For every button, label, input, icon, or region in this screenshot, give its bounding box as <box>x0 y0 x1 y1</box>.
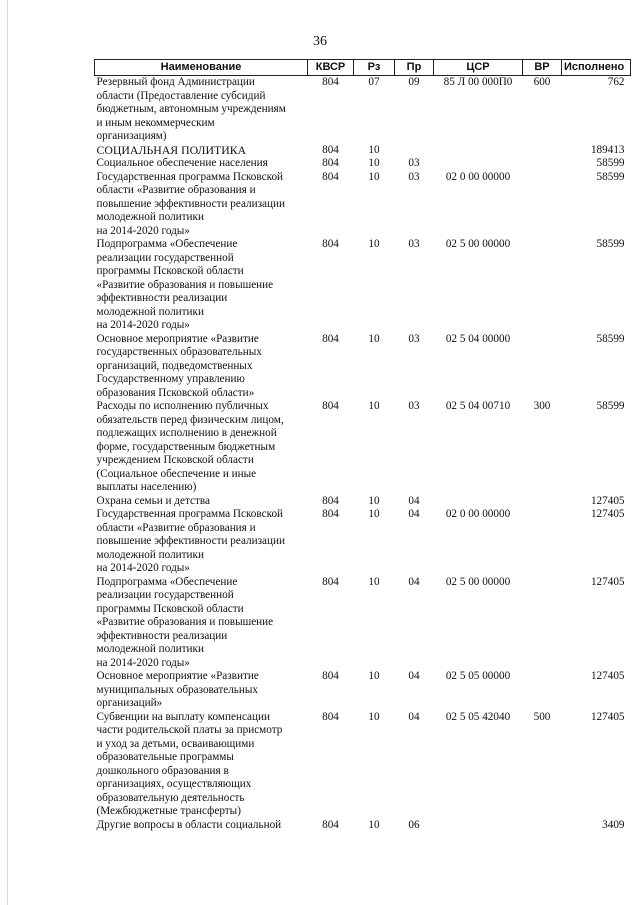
cell-rz-text: 07 <box>368 76 380 88</box>
cell-kvsr-text: 804 <box>322 818 339 831</box>
cell-kvsr-text: 804 <box>322 670 339 682</box>
cell-rz <box>354 508 395 576</box>
table-row <box>95 171 631 239</box>
cell-vr <box>523 670 562 711</box>
cell-pr-text: 03 <box>408 170 420 183</box>
cell-csr-text: 02 5 00 00000 <box>445 238 511 250</box>
table-row <box>95 508 631 576</box>
cell-name-text: Подпрограмма «Обеспечение реализации государственной программы Псковской области «Развитие образования и повышение эффективности реализации молодежной политики на 2014-2020 годы» <box>96 575 274 669</box>
cell-pr <box>395 157 434 171</box>
cell-csr <box>434 144 523 158</box>
cell-kvsr <box>308 819 354 833</box>
cell-csr-text: 02 5 05 00000 <box>445 670 511 682</box>
cell-csr-text: 02 5 04 00710 <box>445 400 511 412</box>
cell-rz-text: 10 <box>368 575 380 588</box>
cell-isp-text: 127405 <box>590 670 625 682</box>
cell-kvsr-text: 804 <box>322 400 339 412</box>
cell-csr-text: 02 0 00 00000 <box>445 508 511 520</box>
cell-isp <box>562 400 631 495</box>
cell-pr-text: 03 <box>408 332 420 345</box>
cell-csr <box>434 333 523 401</box>
cell-rz-text: 10 <box>368 670 380 682</box>
cell-rz <box>354 576 395 671</box>
cell-rz-text: 10 <box>368 332 380 345</box>
cell-isp <box>562 670 631 711</box>
cell-kvsr <box>308 144 354 158</box>
cell-csr-text: 85 Л 00 000П0 <box>443 76 513 88</box>
header-vr: ВР <box>523 60 562 76</box>
cell-kvsr-text: 804 <box>322 76 339 88</box>
table-row <box>95 670 631 711</box>
cell-isp-text: 58599 <box>596 157 625 169</box>
cell-vr <box>523 495 562 509</box>
cell-pr <box>395 508 434 576</box>
cell-kvsr <box>308 238 354 333</box>
cell-isp <box>562 711 631 819</box>
cell-rz-text: 10 <box>368 400 380 412</box>
cell-pr <box>395 144 434 158</box>
cell-name-text: Подпрограмма «Обеспечение реализации государственной программы Псковской области «Развитие образования и повышение эффективности реализации молодежной политики на 2014-2020 годы» <box>96 238 274 331</box>
cell-kvsr-text: 804 <box>322 575 339 588</box>
cell-vr-text: 600 <box>533 76 551 88</box>
cell-pr <box>395 495 434 509</box>
cell-isp <box>562 576 631 671</box>
cell-vr <box>523 400 562 495</box>
cell-name-text: Основное мероприятие «Развитие государственных образовательных организаций, подведомственных Государственному управлению образования Псковской области» <box>96 332 262 399</box>
cell-csr <box>434 670 523 711</box>
header-csr: ЦСР <box>434 60 523 76</box>
table-row <box>95 76 631 144</box>
cell-pr <box>395 670 434 711</box>
table-row <box>95 495 631 509</box>
cell-pr-text: 09 <box>408 76 420 88</box>
table-header-row <box>95 60 631 76</box>
cell-isp <box>562 508 631 576</box>
cell-isp-text: 127405 <box>590 710 625 723</box>
cell-kvsr-text: 804 <box>322 494 339 507</box>
cell-isp-text: 189413 <box>590 143 625 156</box>
cell-isp-text: 127405 <box>590 494 625 507</box>
cell-kvsr <box>308 711 354 819</box>
cell-vr-text: 500 <box>533 710 551 723</box>
header-pr: Пр <box>395 60 434 76</box>
cell-csr-text: 02 0 00 00000 <box>445 170 511 183</box>
cell-kvsr <box>308 157 354 171</box>
cell-csr <box>434 238 523 333</box>
cell-rz-text: 10 <box>368 143 380 156</box>
cell-name-text: Субвенции на выплату компенсации части родительской платы за присмотр и уход за детьми, осваивающими образовательные программы дошкольного образования в организациях, осуществляющих образовательную деятельность (Межбюджетные трансферты) <box>96 710 283 817</box>
table-row <box>95 144 631 158</box>
cell-name <box>95 76 308 144</box>
cell-csr <box>434 157 523 171</box>
cell-name-text: Социальное обеспечение населения <box>96 157 268 169</box>
cell-vr <box>523 157 562 171</box>
cell-csr-text: 02 5 00 00000 <box>445 575 511 588</box>
cell-rz-text: 10 <box>368 157 380 169</box>
cell-pr-text: 06 <box>408 818 420 831</box>
header-isp: Исполнено <box>562 60 631 76</box>
cell-name <box>95 400 308 495</box>
cell-pr-text: 04 <box>408 710 420 723</box>
cell-rz-text: 10 <box>368 238 380 250</box>
header-kvsr: КВСР <box>308 60 354 76</box>
cell-kvsr <box>308 508 354 576</box>
header-rz: Рз <box>354 60 395 76</box>
cell-csr <box>434 171 523 239</box>
scan-edge-line <box>7 0 8 905</box>
cell-name <box>95 495 308 509</box>
cell-vr <box>523 819 562 833</box>
cell-isp <box>562 238 631 333</box>
cell-name-text: Расходы по исполнению публичных обязательств перед физическим лицом, подлежащих исполнению в денежной форме, государственным бюджетным учреждением Псковской области (Социальное обеспечение и иные выплаты населению) <box>96 400 284 493</box>
cell-csr <box>434 76 523 144</box>
cell-rz <box>354 238 395 333</box>
cell-rz <box>354 171 395 239</box>
cell-isp-text: 58599 <box>596 238 625 250</box>
cell-pr <box>395 819 434 833</box>
cell-name <box>95 670 308 711</box>
cell-pr-text: 03 <box>408 238 420 250</box>
cell-kvsr <box>308 171 354 239</box>
cell-vr <box>523 576 562 671</box>
cell-isp-text: 58599 <box>596 400 625 412</box>
cell-vr <box>523 144 562 158</box>
cell-csr <box>434 495 523 509</box>
table-row <box>95 819 631 833</box>
cell-isp <box>562 333 631 401</box>
cell-csr <box>434 819 523 833</box>
cell-isp <box>562 76 631 144</box>
cell-rz <box>354 670 395 711</box>
cell-isp <box>562 171 631 239</box>
table-row <box>95 157 631 171</box>
cell-isp-text: 127405 <box>590 508 625 520</box>
table-body <box>95 76 631 833</box>
cell-rz-text: 10 <box>368 170 380 183</box>
cell-isp <box>562 495 631 509</box>
cell-name-text: Другие вопросы в области социальной <box>96 818 282 831</box>
cell-kvsr-text: 804 <box>322 143 339 156</box>
cell-csr <box>434 400 523 495</box>
cell-vr <box>523 171 562 239</box>
cell-kvsr-text: 804 <box>322 710 339 723</box>
cell-kvsr-text: 804 <box>322 332 339 345</box>
cell-vr <box>523 238 562 333</box>
cell-csr-text: 02 5 05 42040 <box>445 710 511 723</box>
cell-rz-text: 10 <box>368 710 380 723</box>
cell-pr <box>395 238 434 333</box>
cell-csr <box>434 508 523 576</box>
cell-isp-text: 58599 <box>596 170 625 183</box>
cell-rz <box>354 76 395 144</box>
cell-csr-text: 02 5 04 00000 <box>445 332 511 345</box>
cell-name-text: Основное мероприятие «Развитие муниципальных образовательных организаций» <box>96 670 259 709</box>
cell-pr <box>395 576 434 671</box>
cell-isp-text: 127405 <box>590 575 625 588</box>
page-number: 36 <box>313 34 327 49</box>
cell-name-text: Резервный фонд Администрации области (Предоставление субсидий бюджетным, автономным учреждениям и иным некоммерческим организациям) <box>96 76 286 142</box>
cell-rz <box>354 711 395 819</box>
budget-table <box>94 59 631 832</box>
cell-rz <box>354 400 395 495</box>
cell-kvsr <box>308 670 354 711</box>
cell-isp <box>562 819 631 833</box>
cell-kvsr <box>308 576 354 671</box>
cell-rz <box>354 819 395 833</box>
cell-name <box>95 576 308 671</box>
cell-rz <box>354 333 395 401</box>
cell-pr <box>395 171 434 239</box>
cell-csr <box>434 711 523 819</box>
cell-name <box>95 238 308 333</box>
cell-pr <box>395 76 434 144</box>
cell-rz <box>354 495 395 509</box>
table-row <box>95 400 631 495</box>
cell-kvsr-text: 804 <box>322 238 339 250</box>
cell-name <box>95 144 308 158</box>
cell-rz-text: 10 <box>368 508 380 520</box>
cell-isp <box>562 144 631 158</box>
cell-rz-text: 10 <box>368 494 380 507</box>
cell-kvsr-text: 804 <box>322 157 339 169</box>
cell-name <box>95 171 308 239</box>
cell-name <box>95 819 308 833</box>
table-row <box>95 238 631 333</box>
cell-pr <box>395 333 434 401</box>
cell-vr <box>523 76 562 144</box>
cell-isp-text: 58599 <box>596 332 625 345</box>
cell-vr-text: 300 <box>533 400 551 412</box>
cell-vr <box>523 333 562 401</box>
cell-rz <box>354 157 395 171</box>
cell-rz <box>354 144 395 158</box>
cell-name <box>95 157 308 171</box>
cell-kvsr <box>308 495 354 509</box>
cell-pr-text: 03 <box>408 157 420 169</box>
cell-csr <box>434 576 523 671</box>
table-row <box>95 333 631 401</box>
cell-name <box>95 711 308 819</box>
cell-pr-text: 04 <box>408 575 420 588</box>
header-name: Наименование <box>95 60 308 76</box>
table-row <box>95 576 631 671</box>
cell-name-text: СОЦИАЛЬНАЯ ПОЛИТИКА <box>96 142 247 157</box>
cell-name-text: Государственная программа Псковской области «Развитие образования и повышение эффективности реализации молодежной политики на 2014-2020 годы» <box>96 170 285 237</box>
cell-vr <box>523 508 562 576</box>
cell-kvsr <box>308 76 354 144</box>
cell-isp-text: 762 <box>607 76 625 88</box>
cell-name-text: Государственная программа Псковской области «Развитие образования и повышение эффективности реализации молодежной политики на 2014-2020 годы» <box>96 508 285 574</box>
cell-kvsr <box>308 400 354 495</box>
cell-pr-text: 04 <box>408 670 420 682</box>
cell-vr <box>523 711 562 819</box>
cell-isp-text: 3409 <box>602 818 625 831</box>
cell-pr-text: 03 <box>408 400 420 412</box>
cell-name-text: Охрана семьи и детства <box>96 494 210 507</box>
cell-name <box>95 333 308 401</box>
cell-pr <box>395 711 434 819</box>
cell-kvsr-text: 804 <box>322 508 339 520</box>
cell-kvsr-text: 804 <box>322 170 339 183</box>
cell-kvsr <box>308 333 354 401</box>
cell-pr-text: 04 <box>408 508 420 520</box>
cell-pr <box>395 400 434 495</box>
cell-pr-text: 04 <box>408 494 420 507</box>
cell-name <box>95 508 308 576</box>
table-row <box>95 711 631 819</box>
cell-isp <box>562 157 631 171</box>
cell-rz-text: 10 <box>368 818 380 831</box>
